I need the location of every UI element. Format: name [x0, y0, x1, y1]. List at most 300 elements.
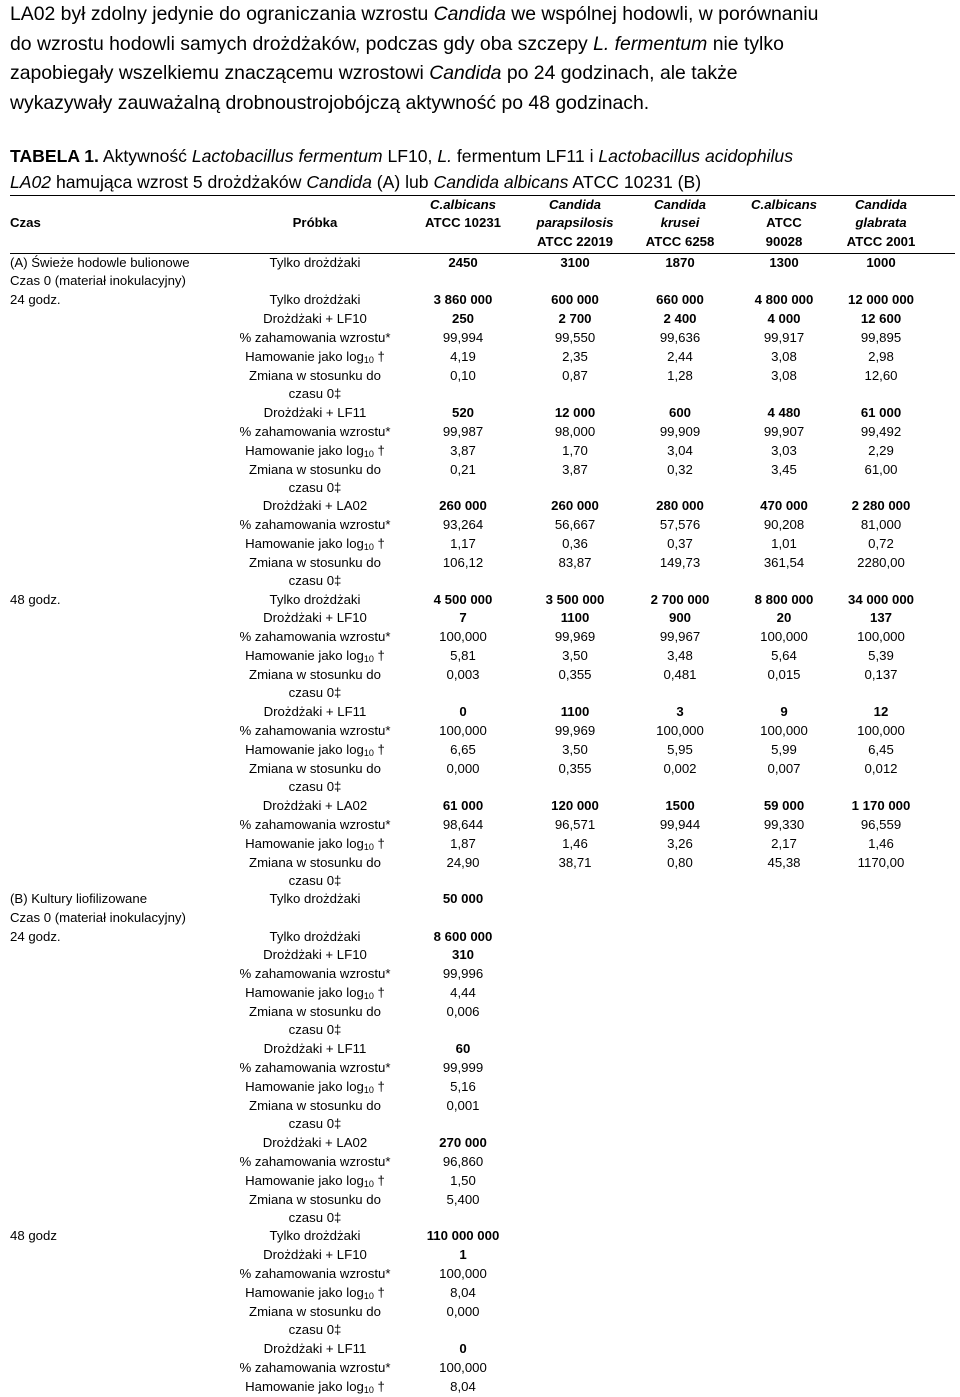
row-label-pct: % zahamowania wzrostu* — [239, 817, 391, 832]
table-cell: 1870 — [665, 255, 695, 270]
intro-line — [10, 0, 955, 30]
table-cell: 1,01 — [771, 536, 797, 551]
table-cell: 600 000 — [551, 292, 599, 307]
table-cell: 81,000 — [860, 517, 902, 532]
table-cell: 0,36 — [562, 536, 588, 551]
table-cell: 0,21 — [450, 461, 476, 477]
table-cell: 8 600 000 — [433, 929, 493, 944]
column-header-col1: ATCC 10231 — [425, 215, 501, 230]
table-cell: 600 — [668, 405, 691, 420]
table-cell: 2280,00 — [857, 554, 905, 570]
text-span: † — [373, 443, 385, 458]
table-cell: 3 860 000 — [433, 292, 493, 307]
row-label-pct: % zahamowania wzrostu* — [239, 330, 391, 345]
row-label-pct: % zahamowania wzrostu* — [239, 966, 391, 981]
table-cell: 100,000 — [760, 723, 808, 738]
table-cell: 5,400 — [446, 1191, 480, 1207]
table-cell: 100,000 — [760, 629, 808, 644]
row-label-count: Drożdżaki + LF10 — [263, 311, 367, 326]
row-label-only: Tylko drożdżaki — [269, 929, 361, 944]
table-cell: 3 — [676, 704, 684, 719]
table-cell: 96,571 — [554, 817, 596, 832]
text-span: Hamowanie jako log — [245, 1285, 364, 1300]
row-label-zmiana: Zmiana w stosunku do — [249, 1003, 381, 1019]
table-cell: 2,44 — [667, 349, 693, 364]
table-cell: 99,917 — [763, 330, 805, 345]
column-header-col2: Candida — [548, 197, 602, 212]
italic-span: Candida — [306, 172, 372, 192]
column-header-col4: 90028 — [765, 234, 803, 249]
table-cell: 260 000 — [439, 498, 487, 513]
subscript: 10 — [363, 748, 374, 758]
table-cell: 2 400 — [663, 311, 697, 326]
column-header-col2: ATCC 22019 — [537, 234, 613, 249]
table-cell: 100,000 — [857, 629, 905, 644]
table-cell: 99,944 — [659, 817, 701, 832]
table-cell: 6,65 — [450, 742, 476, 757]
row-label-log — [215, 741, 415, 760]
text-span: † — [373, 1285, 385, 1300]
table-cell: 99,969 — [554, 723, 596, 738]
column-header-col3: krusei — [660, 215, 700, 230]
table-cell: 99,987 — [442, 424, 484, 439]
table-cell: 1 — [459, 1247, 467, 1262]
text-span: † — [373, 742, 385, 757]
table-cell: 4 000 — [767, 311, 801, 326]
table-cell: 1000 — [866, 255, 896, 270]
subscript: 10 — [363, 1291, 374, 1301]
table-cell: 520 — [451, 405, 474, 420]
row-label-log — [215, 647, 415, 666]
text-span: † — [373, 648, 385, 663]
row-label-zmiana: Zmiana w stosunku do — [249, 367, 381, 383]
table-cell: 3,87 — [450, 443, 476, 458]
row-label-pct: % zahamowania wzrostu* — [239, 1060, 391, 1075]
caption-label: TABELA 1. — [10, 146, 99, 166]
table-cell: 12 — [873, 704, 889, 719]
row-label-log — [215, 1378, 415, 1397]
table-cell: 0,481 — [663, 666, 697, 682]
row-label-zmiana-cont: czasu 0‡ — [288, 573, 342, 588]
table-cell: 1,70 — [562, 443, 588, 458]
column-header-probka: Próbka — [292, 215, 338, 230]
table-cell: 260 000 — [551, 498, 599, 513]
text-span: po 24 godzinach, ale także — [501, 62, 738, 84]
table-cell: 0,007 — [767, 760, 801, 776]
row-label-pct: % zahamowania wzrostu* — [239, 723, 391, 738]
table-cell: 2 280 000 — [851, 498, 911, 513]
table-cell: 280 000 — [656, 498, 704, 513]
table-cell: 12,60 — [864, 367, 898, 383]
text-span: Hamowanie jako log — [245, 742, 364, 757]
row-label-zmiana: Zmiana w stosunku do — [249, 461, 381, 477]
table-cell: 99,999 — [442, 1060, 484, 1075]
row-label-pct: % zahamowania wzrostu* — [239, 424, 391, 439]
table-cell: 90,208 — [763, 517, 805, 532]
subscript: 10 — [363, 355, 374, 365]
table-cell: 96,860 — [442, 1154, 484, 1169]
table-cell: 8 800 000 — [754, 592, 814, 607]
table-cell: 1,17 — [450, 536, 476, 551]
table-cell: 2,17 — [771, 836, 797, 851]
row-label-count: Drożdżaki + LF10 — [263, 610, 367, 625]
table-cell: 99,967 — [659, 629, 701, 644]
table-cell: 1,46 — [562, 836, 588, 851]
table-cell: 3,50 — [562, 648, 588, 663]
table-cell: 59 000 — [763, 798, 805, 813]
italic-span: Candida — [433, 3, 506, 25]
table-cell: 2,98 — [868, 349, 894, 364]
text-span: Hamowanie jako log — [245, 985, 364, 1000]
intro-paragraph — [10, 0, 955, 118]
table-cell: 3,08 — [771, 367, 797, 383]
column-header-col5: glabrata — [855, 215, 907, 230]
table-cell: 50 000 — [442, 891, 484, 906]
table-cell: 100,000 — [439, 1360, 487, 1375]
time-label: 48 godz — [10, 1228, 57, 1243]
subscript: 10 — [363, 1385, 374, 1395]
table-cell: 61,00 — [864, 461, 898, 477]
table-cell: 4 800 000 — [754, 292, 814, 307]
table-cell: 100,000 — [857, 723, 905, 738]
text-span: † — [373, 536, 385, 551]
table-cell: 1500 — [665, 798, 695, 813]
table-cell: 1,28 — [667, 367, 693, 383]
column-header-col3: Candida — [653, 197, 707, 212]
row-label-log — [215, 835, 415, 854]
table-cell: 1100 — [560, 610, 590, 625]
table-cell: 120 000 — [551, 798, 599, 813]
row-label-only: Tylko drożdżaki — [269, 255, 361, 270]
text-span: † — [373, 1379, 385, 1394]
table-cell: 0,003 — [446, 666, 480, 682]
row-label-log — [215, 348, 415, 367]
row-label-log — [215, 535, 415, 554]
table-cell: 1300 — [769, 255, 799, 270]
table-cell: 0,137 — [864, 666, 898, 682]
table-cell: 12 000 — [554, 405, 596, 420]
italic-span: Lactobacillus acidophilus — [598, 146, 794, 166]
table-cell: 100,000 — [439, 629, 487, 644]
row-label-zmiana: Zmiana w stosunku do — [249, 1191, 381, 1207]
row-label-count: Drożdżaki + LF10 — [263, 947, 367, 962]
table-cell: 20 — [776, 610, 792, 625]
table-cell: 98,644 — [442, 817, 484, 832]
row-label-pct: % zahamowania wzrostu* — [239, 517, 391, 532]
table-cell: 5,95 — [667, 742, 693, 757]
text-span: Hamowanie jako log — [245, 836, 364, 851]
table-cell: 0,015 — [767, 666, 801, 682]
table-cell: 900 — [668, 610, 691, 625]
row-label-zmiana-cont: czasu 0‡ — [288, 779, 342, 794]
row-label-count: Drożdżaki + LF11 — [263, 405, 367, 420]
table-cell: 100,000 — [439, 1266, 487, 1281]
table-cell: 110 000 000 — [426, 1228, 500, 1243]
table-cell: 2 700 000 — [650, 592, 710, 607]
table-cell: 137 — [869, 610, 892, 625]
table-cell: 56,667 — [554, 517, 596, 532]
table-cell: 0,80 — [667, 854, 693, 870]
time-label: 48 godz. — [10, 592, 61, 607]
row-label-count: Drożdżaki + LF11 — [263, 704, 367, 719]
row-label-log — [215, 442, 415, 461]
time-label: 24 godz. — [10, 292, 61, 307]
table-cell: 0,10 — [450, 367, 476, 383]
text-span: zapobiegały wszelkiemu znaczącemu wzrostowi — [10, 62, 430, 84]
row-label-log — [215, 1284, 415, 1303]
time-label: Czas 0 (materiał inokulacyjny) — [10, 273, 186, 288]
table-cell: 99,909 — [659, 424, 701, 439]
table-cell: 3 500 000 — [545, 592, 605, 607]
table-cell: 99,907 — [763, 424, 805, 439]
intro-line — [10, 59, 955, 89]
row-label-pct: % zahamowania wzrostu* — [239, 1154, 391, 1169]
row-label-only: Tylko drożdżaki — [269, 292, 361, 307]
column-header-col4: C.albicans — [751, 197, 817, 212]
table-cell: 5,64 — [771, 648, 797, 663]
row-label-count: Drożdżaki + LA02 — [262, 1135, 368, 1150]
row-label-zmiana: Zmiana w stosunku do — [249, 554, 381, 570]
table-cell: 0,000 — [446, 1303, 480, 1319]
text-span: we wspólnej hodowli, w porównaniu — [505, 3, 819, 25]
column-header-col4: ATCC — [766, 215, 802, 230]
table-cell: 3100 — [560, 255, 590, 270]
table-cell: 3,48 — [667, 648, 693, 663]
text-span: Aktywność — [98, 146, 192, 166]
text-span: wykazywały zauważalną drobnoustrojobójczą aktywność po 48 godzinach. — [10, 91, 650, 114]
column-header-col5: Candida — [854, 197, 908, 212]
table-cell: 99,969 — [554, 629, 596, 644]
table-cell: 96,559 — [860, 817, 902, 832]
table-cell: 1 170 000 — [851, 798, 911, 813]
subscript: 10 — [363, 449, 374, 459]
table-cell: 3,08 — [771, 349, 797, 364]
row-label-count: Drożdżaki + LA02 — [262, 798, 368, 813]
table-caption — [10, 143, 955, 195]
table-cell: 9 — [780, 704, 788, 719]
table-cell: 6,45 — [868, 742, 894, 757]
table-cell: 0,001 — [446, 1097, 480, 1113]
row-label-zmiana: Zmiana w stosunku do — [249, 1097, 381, 1113]
table-cell: 5,16 — [450, 1079, 476, 1094]
subscript: 10 — [363, 842, 374, 852]
text-span: (A) lub — [371, 172, 434, 192]
row-label-zmiana-cont: czasu 0‡ — [288, 1322, 342, 1337]
row-label-zmiana: Zmiana w stosunku do — [249, 1303, 381, 1319]
row-label-pct: % zahamowania wzrostu* — [239, 1360, 391, 1375]
text-span: LF10, — [382, 146, 438, 166]
table-cell: 57,576 — [659, 517, 701, 532]
italic-span: Candida — [429, 62, 502, 84]
table-cell: 3,04 — [667, 443, 693, 458]
text-span: hamująca wzrost 5 drożdżaków — [51, 172, 307, 192]
table-cell: 60 — [455, 1041, 471, 1056]
table-cell: 61 000 — [860, 405, 902, 420]
table-cell: 99,330 — [763, 817, 805, 832]
text-span: Hamowanie jako log — [245, 1379, 364, 1394]
time-label: (A) Świeże hodowle bulionowe — [10, 255, 190, 270]
time-label: 24 godz. — [10, 929, 61, 944]
text-span: LA02 był zdolny jedynie do ograniczania wzrostu — [10, 3, 434, 25]
table-cell: 2 700 — [558, 311, 592, 326]
row-label-pct: % zahamowania wzrostu* — [239, 629, 391, 644]
column-header-col3: ATCC 6258 — [645, 234, 715, 249]
italic-span: L. — [437, 146, 453, 166]
table-cell: 99,636 — [659, 330, 701, 345]
caption-line — [10, 143, 955, 169]
table-cell: 61 000 — [442, 798, 484, 813]
table-cell: 5,81 — [450, 648, 476, 663]
table-cell: 99,895 — [860, 330, 902, 345]
row-label-only: Tylko drożdżaki — [269, 891, 361, 906]
table-cell: 0,37 — [667, 536, 693, 551]
row-label-count: Drożdżaki + LF10 — [263, 1247, 367, 1262]
column-header-col2: parapsilosis — [536, 215, 614, 230]
table-cell: 0,87 — [562, 367, 588, 383]
table-cell: 361,54 — [763, 554, 805, 570]
row-label-count: Drożdżaki + LF11 — [263, 1341, 367, 1356]
row-label-zmiana-cont: czasu 0‡ — [288, 1022, 342, 1037]
column-header-czas: Czas — [10, 215, 41, 230]
column-header-col1: C.albicans — [430, 197, 496, 212]
table-cell: 3,26 — [667, 836, 693, 851]
table-cell: 45,38 — [767, 854, 801, 870]
subscript: 10 — [363, 542, 374, 552]
text-span: Hamowanie jako log — [245, 648, 364, 663]
time-label: Czas 0 (materiał inokulacyjny) — [10, 910, 186, 925]
table-cell: 1,50 — [450, 1173, 476, 1188]
table-cell: 98,000 — [554, 424, 596, 439]
row-label-log — [215, 984, 415, 1003]
table-cell: 4 500 000 — [433, 592, 493, 607]
table-cell: 250 — [451, 311, 474, 326]
row-label-pct: % zahamowania wzrostu* — [239, 1266, 391, 1281]
table-cell: 8,04 — [450, 1285, 476, 1300]
subscript: 10 — [363, 654, 374, 664]
subscript: 10 — [363, 1179, 374, 1189]
text-span: nie tylko — [707, 32, 784, 55]
table-cell: 0,012 — [864, 760, 898, 776]
intro-line — [10, 89, 955, 119]
intro-line — [10, 30, 955, 60]
text-span: † — [373, 349, 385, 364]
row-label-zmiana-cont: czasu 0‡ — [288, 1116, 342, 1131]
row-label-count: Drożdżaki + LF11 — [263, 1041, 367, 1056]
row-label-zmiana-cont: czasu 0‡ — [288, 1210, 342, 1225]
table-cell: 0,002 — [663, 760, 697, 776]
table-cell: 310 — [451, 947, 474, 962]
text-span: fermentum LF11 i — [452, 146, 599, 166]
table-cell: 24,90 — [446, 854, 480, 870]
table-cell: 106,12 — [442, 554, 484, 570]
column-header-col5: ATCC 2001 — [846, 234, 916, 249]
text-span: ATCC 10231 (B) — [568, 172, 702, 192]
row-label-log — [215, 1078, 415, 1097]
italic-span: Lactobacillus fermentum — [191, 146, 383, 166]
row-label-log — [215, 1172, 415, 1191]
table-cell: 1170,00 — [857, 854, 905, 870]
table-cell: 0 — [459, 1341, 467, 1356]
time-label: (B) Kultury liofilizowane — [10, 891, 148, 906]
text-span: † — [373, 1173, 385, 1188]
table-cell: 1,46 — [868, 836, 894, 851]
table-cell: 0,000 — [446, 760, 480, 776]
text-span: Hamowanie jako log — [245, 536, 364, 551]
table-cell: 99,492 — [860, 424, 902, 439]
text-span: Hamowanie jako log — [245, 1173, 364, 1188]
table-cell: 5,99 — [771, 742, 797, 757]
table-cell: 99,996 — [442, 966, 484, 981]
italic-span: Candida albicans — [433, 172, 569, 192]
table-cell: 38,71 — [558, 854, 592, 870]
row-label-zmiana-cont: czasu 0‡ — [288, 873, 342, 888]
table-cell: 0,32 — [667, 461, 693, 477]
table-cell: 5,39 — [868, 648, 894, 663]
table-cell: 93,264 — [442, 517, 484, 532]
caption-line — [10, 169, 955, 195]
table-cell: 660 000 — [656, 292, 704, 307]
table-cell: 1,87 — [450, 836, 476, 851]
table-cell: 2450 — [448, 255, 478, 270]
table-cell: 2,29 — [868, 443, 894, 458]
text-span: Hamowanie jako log — [245, 349, 364, 364]
table-cell: 12 600 — [860, 311, 902, 326]
italic-span: L. fermentum — [593, 32, 708, 55]
row-label-zmiana: Zmiana w stosunku do — [249, 666, 381, 682]
row-label-count: Drożdżaki + LA02 — [262, 498, 368, 513]
table-cell: 8,04 — [450, 1379, 476, 1394]
table-cell: 12 000 000 — [847, 292, 914, 307]
text-span: do wzrostu hodowli samych drożdżaków, podczas gdy oba szczepy — [10, 32, 594, 55]
row-label-zmiana-cont: czasu 0‡ — [288, 685, 342, 700]
table-cell: 149,73 — [659, 554, 701, 570]
table-cell: 4,19 — [450, 349, 476, 364]
table-cell: 100,000 — [656, 723, 704, 738]
table-cell: 1100 — [560, 704, 590, 719]
text-span: † — [373, 836, 385, 851]
table-cell: 0,355 — [558, 666, 592, 682]
table-cell: 2,35 — [562, 349, 588, 364]
row-label-only: Tylko drożdżaki — [269, 1228, 361, 1243]
row-label-zmiana-cont: czasu 0‡ — [288, 386, 342, 401]
table-cell: 0,006 — [446, 1003, 480, 1019]
table-cell: 99,994 — [442, 330, 484, 345]
subscript: 10 — [363, 1085, 374, 1095]
table-cell: 0 — [459, 704, 467, 719]
table-cell: 470 000 — [760, 498, 808, 513]
table-cell: 4 480 — [767, 405, 801, 420]
table-cell: 4,44 — [450, 985, 476, 1000]
table-cell: 100,000 — [439, 723, 487, 738]
subscript: 10 — [363, 991, 374, 1001]
text-span: † — [373, 1079, 385, 1094]
table-cell: 99,550 — [554, 330, 596, 345]
table-cell: 3,50 — [562, 742, 588, 757]
row-label-zmiana: Zmiana w stosunku do — [249, 760, 381, 776]
table-cell: 270 000 — [439, 1135, 487, 1150]
table-cell: 3,87 — [562, 461, 588, 477]
table-cell: 0,72 — [868, 536, 894, 551]
text-span: † — [373, 985, 385, 1000]
italic-span: LA02 — [10, 172, 52, 192]
row-label-only: Tylko drożdżaki — [269, 592, 361, 607]
table-cell: 0,355 — [558, 760, 592, 776]
text-span: Hamowanie jako log — [245, 1079, 364, 1094]
text-span: Hamowanie jako log — [245, 443, 364, 458]
row-label-zmiana: Zmiana w stosunku do — [249, 854, 381, 870]
table-cell: 7 — [459, 610, 467, 625]
table-cell: 3,45 — [771, 461, 797, 477]
